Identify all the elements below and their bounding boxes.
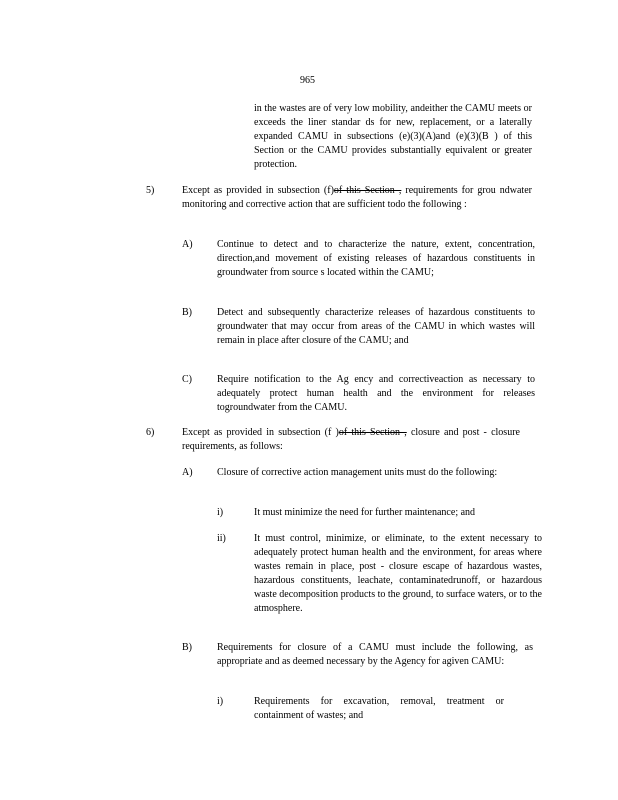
item-6a-i-label: i) [217, 507, 224, 518]
item-6a-i-text: It must minimize the need for further maintenance; and [254, 507, 476, 518]
item-5-text-after: requirements for grou ndwater monitoring and corrective action that are sufficient todo the following : [182, 185, 532, 210]
intro-paragraph: in the wastes are of very low mobility, andeither the CAMU meets or exceeds the liner standar ds for new, replacement, or a laterally expanded CAMU in subsections (e)(3)(A)and (e)(3)(B ) of this Section or the CAMU provides substantially equivalent or greater protection. [254, 103, 532, 170]
item-6b-text: Requirements for closure of a CAMU must include the following, as appropriate and as deemed necessary by the Agency for agiven CAMU: [217, 642, 533, 667]
item-5-text-before: Except as provided in subsection (f) [182, 185, 334, 196]
item-6-struck-text: of this Section , [338, 427, 407, 438]
item-5-label: 5) [146, 185, 155, 196]
item-5b-label: B) [182, 307, 192, 318]
item-6a-ii-text: It must control, minimize, or eliminate, to the extent necessary to adequately protect human health and the environment, for areas where wastes remain in place, post - closure escape of hazardous wastes, hazardous constituents, leachate, contaminatedrunoff, or hazardous waste decomposition products to the ground, to surface waters, or to the atmosphere. [254, 533, 542, 614]
item-5c-label: C) [182, 374, 192, 385]
item-5-struck-text: of this Section , [333, 185, 402, 196]
item-6-text-after: closure and post - closure requirements, as follows: [182, 427, 520, 452]
item-6b-label: B) [182, 642, 192, 653]
item-6b-i-label: i) [217, 696, 224, 707]
page-number: 965 [300, 75, 315, 86]
item-5-text [182, 184, 532, 212]
item-6a-text: Closure of corrective action management units must do the following: [217, 467, 498, 478]
item-5a-label: A) [182, 239, 193, 250]
item-5a-text: Continue to detect and to characterize the nature, extent, concentration, direction,and movement of existing releases of hazardous constituents in groundwater from source s located within the CAMU; [217, 239, 535, 278]
item-6-text-before: Except as provided in subsection (f ) [182, 427, 339, 438]
item-6a-ii-label: ii) [217, 533, 226, 544]
item-6-text [182, 426, 520, 454]
item-5b-text: Detect and subsequently characterize releases of hazardous constituents to groundwater that may occur from areas of the CAMU in which wastes will remain in place after closure of the CAMU; and [217, 307, 535, 346]
item-6-label: 6) [146, 427, 155, 438]
item-6a-label: A) [182, 467, 193, 478]
item-6b-i-text: Requirements for excavation, removal, treatment or containment of wastes; and [254, 696, 504, 721]
item-5c-text: Require notification to the Ag ency and correctiveaction as necessary to adequately protect human health and the environment for releases togroundwater from the CAMU. [217, 374, 535, 413]
